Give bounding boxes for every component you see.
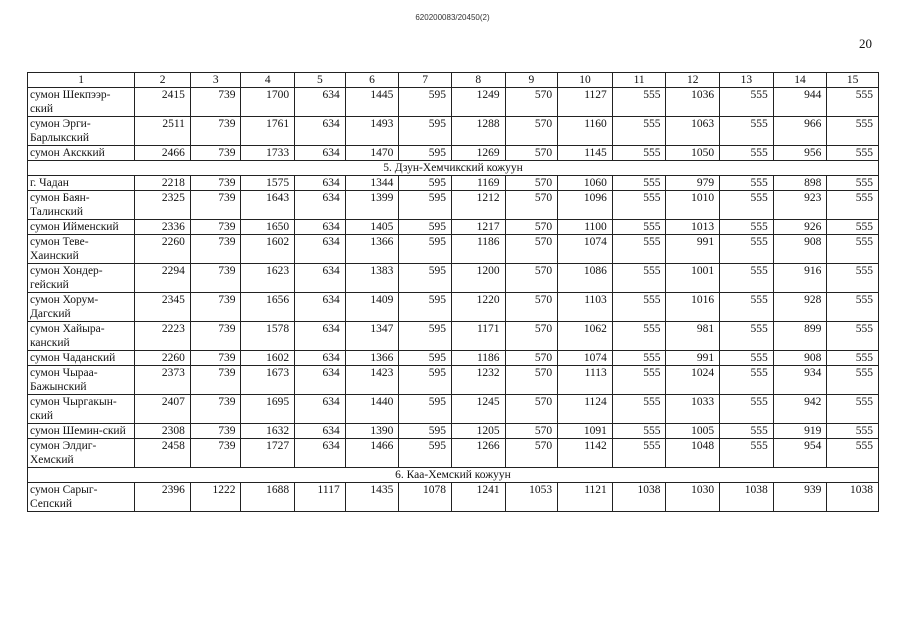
table-cell: 1036 xyxy=(666,88,720,117)
table-cell: 570 xyxy=(505,191,558,220)
table-cell: 1063 xyxy=(666,117,720,146)
table-cell: 595 xyxy=(399,351,452,366)
row-label: сумон Ийменский xyxy=(28,220,135,235)
table-cell: 898 xyxy=(773,176,827,191)
table-row xyxy=(28,366,879,395)
table-cell: 1212 xyxy=(451,191,505,220)
table-cell: 570 xyxy=(505,146,558,161)
table-cell: 1623 xyxy=(241,264,295,293)
column-header: 7 xyxy=(399,73,452,88)
table-cell: 555 xyxy=(720,146,774,161)
table-row xyxy=(28,88,879,117)
table-cell: 555 xyxy=(612,176,666,191)
column-header: 1 xyxy=(28,73,135,88)
table-cell: 1445 xyxy=(345,88,399,117)
table-cell: 1440 xyxy=(345,395,399,424)
table-cell: 555 xyxy=(612,424,666,439)
table-cell: 555 xyxy=(612,235,666,264)
row-label: сумон Теве-Хаинский xyxy=(28,235,135,264)
table-cell: 1409 xyxy=(345,293,399,322)
table-cell: 1053 xyxy=(505,483,558,512)
table-cell: 634 xyxy=(295,264,346,293)
table-cell: 595 xyxy=(399,176,452,191)
table-row xyxy=(28,351,879,366)
table-row xyxy=(28,146,879,161)
table-cell: 1695 xyxy=(241,395,295,424)
table-cell: 570 xyxy=(505,439,558,468)
table-cell: 1024 xyxy=(666,366,720,395)
table-cell: 555 xyxy=(612,322,666,351)
table-cell: 1074 xyxy=(558,351,613,366)
table-cell: 555 xyxy=(720,322,774,351)
table-cell: 1366 xyxy=(345,351,399,366)
table-cell: 2458 xyxy=(135,439,191,468)
table-cell: 570 xyxy=(505,235,558,264)
table-cell: 2218 xyxy=(135,176,191,191)
table-cell: 954 xyxy=(773,439,827,468)
table-cell: 1100 xyxy=(558,220,613,235)
table-row xyxy=(28,439,879,468)
row-label: сумон Хайыра-канский xyxy=(28,322,135,351)
document-id: 620200083/20450(2) xyxy=(415,13,490,22)
table-cell: 979 xyxy=(666,176,720,191)
table-cell: 1650 xyxy=(241,220,295,235)
table-cell: 1016 xyxy=(666,293,720,322)
table-cell: 555 xyxy=(720,220,774,235)
table-cell: 634 xyxy=(295,351,346,366)
table-cell: 2396 xyxy=(135,483,191,512)
table-cell: 555 xyxy=(827,146,879,161)
table-cell: 634 xyxy=(295,395,346,424)
table-cell: 634 xyxy=(295,146,346,161)
table-cell: 595 xyxy=(399,439,452,468)
table-cell: 555 xyxy=(827,439,879,468)
column-header: 6 xyxy=(345,73,399,88)
table-cell: 1405 xyxy=(345,220,399,235)
table-cell: 570 xyxy=(505,264,558,293)
table-cell: 555 xyxy=(827,322,879,351)
table-cell: 939 xyxy=(773,483,827,512)
table-cell: 570 xyxy=(505,395,558,424)
table-cell: 2308 xyxy=(135,424,191,439)
table-cell: 595 xyxy=(399,88,452,117)
column-header: 10 xyxy=(558,73,613,88)
table-cell: 1399 xyxy=(345,191,399,220)
table-cell: 555 xyxy=(720,395,774,424)
table-cell: 1074 xyxy=(558,235,613,264)
page-number: 20 xyxy=(859,36,872,51)
table-cell: 1038 xyxy=(612,483,666,512)
table-cell: 570 xyxy=(505,351,558,366)
table-cell: 1048 xyxy=(666,439,720,468)
table-cell: 739 xyxy=(190,395,241,424)
table-cell: 1241 xyxy=(451,483,505,512)
table-cell: 928 xyxy=(773,293,827,322)
table-cell: 2294 xyxy=(135,264,191,293)
table-cell: 1121 xyxy=(558,483,613,512)
table-cell: 595 xyxy=(399,322,452,351)
table-cell: 555 xyxy=(827,293,879,322)
table-cell: 555 xyxy=(612,351,666,366)
row-label: сумон Эрги-Барлыкский xyxy=(28,117,135,146)
section-title: 5. Дзун-Хемчикский кожуун xyxy=(28,161,879,176)
table-cell: 555 xyxy=(612,88,666,117)
table-cell: 1656 xyxy=(241,293,295,322)
table-cell: 1249 xyxy=(451,88,505,117)
table-cell: 570 xyxy=(505,424,558,439)
column-header: 9 xyxy=(505,73,558,88)
table-cell: 1761 xyxy=(241,117,295,146)
table-row xyxy=(28,483,879,512)
table-cell: 634 xyxy=(295,293,346,322)
column-header: 11 xyxy=(612,73,666,88)
table-cell: 739 xyxy=(190,235,241,264)
table-cell: 595 xyxy=(399,117,452,146)
table-cell: 1200 xyxy=(451,264,505,293)
table-cell: 2466 xyxy=(135,146,191,161)
table-cell: 966 xyxy=(773,117,827,146)
column-header: 12 xyxy=(666,73,720,88)
table-cell: 1266 xyxy=(451,439,505,468)
table-cell: 1186 xyxy=(451,235,505,264)
table-cell: 1470 xyxy=(345,146,399,161)
table-cell: 570 xyxy=(505,293,558,322)
table-cell: 1062 xyxy=(558,322,613,351)
table-cell: 555 xyxy=(827,220,879,235)
section-row xyxy=(28,468,879,483)
table-cell: 1086 xyxy=(558,264,613,293)
table-cell: 1091 xyxy=(558,424,613,439)
table-cell: 1232 xyxy=(451,366,505,395)
table-cell: 555 xyxy=(612,146,666,161)
row-label: сумон Чыргакын-ский xyxy=(28,395,135,424)
table-cell: 555 xyxy=(827,264,879,293)
table-cell: 2373 xyxy=(135,366,191,395)
table-cell: 1435 xyxy=(345,483,399,512)
row-label: сумон Элдиг-Хемский xyxy=(28,439,135,468)
table-cell: 555 xyxy=(612,117,666,146)
table-cell: 1733 xyxy=(241,146,295,161)
table-cell: 1205 xyxy=(451,424,505,439)
table-cell: 595 xyxy=(399,424,452,439)
table-cell: 634 xyxy=(295,191,346,220)
table-cell: 1423 xyxy=(345,366,399,395)
table-cell: 570 xyxy=(505,176,558,191)
data-table xyxy=(27,72,879,512)
table-cell: 555 xyxy=(720,88,774,117)
table-cell: 1113 xyxy=(558,366,613,395)
table-cell: 555 xyxy=(827,176,879,191)
table-cell: 1038 xyxy=(720,483,774,512)
table-cell: 1390 xyxy=(345,424,399,439)
table-cell: 1347 xyxy=(345,322,399,351)
table-cell: 1643 xyxy=(241,191,295,220)
table-cell: 555 xyxy=(720,191,774,220)
table-cell: 739 xyxy=(190,264,241,293)
row-label: сумон Баян-Талинский xyxy=(28,191,135,220)
table-cell: 1145 xyxy=(558,146,613,161)
column-header: 15 xyxy=(827,73,879,88)
table-cell: 555 xyxy=(720,366,774,395)
row-label: сумон Чыраа-Бажынский xyxy=(28,366,135,395)
column-header: 14 xyxy=(773,73,827,88)
table-cell: 634 xyxy=(295,117,346,146)
table-cell: 1050 xyxy=(666,146,720,161)
table-cell: 1127 xyxy=(558,88,613,117)
table-cell: 555 xyxy=(720,351,774,366)
table-cell: 739 xyxy=(190,351,241,366)
table-cell: 555 xyxy=(612,264,666,293)
table-cell: 570 xyxy=(505,220,558,235)
table-cell: 555 xyxy=(720,439,774,468)
table-cell: 1269 xyxy=(451,146,505,161)
table-cell: 1013 xyxy=(666,220,720,235)
table-cell: 944 xyxy=(773,88,827,117)
table-cell: 555 xyxy=(827,424,879,439)
table-row xyxy=(28,264,879,293)
column-header: 3 xyxy=(190,73,241,88)
table-cell: 739 xyxy=(190,293,241,322)
table-cell: 2325 xyxy=(135,191,191,220)
column-header: 2 xyxy=(135,73,191,88)
table-cell: 2407 xyxy=(135,395,191,424)
section-row xyxy=(28,161,879,176)
table-cell: 919 xyxy=(773,424,827,439)
table-cell: 555 xyxy=(827,366,879,395)
table-cell: 595 xyxy=(399,146,452,161)
table-cell: 1033 xyxy=(666,395,720,424)
table-cell: 1103 xyxy=(558,293,613,322)
table-cell: 1493 xyxy=(345,117,399,146)
table-cell: 1673 xyxy=(241,366,295,395)
table-cell: 1010 xyxy=(666,191,720,220)
table-cell: 1217 xyxy=(451,220,505,235)
table-cell: 916 xyxy=(773,264,827,293)
table-cell: 1169 xyxy=(451,176,505,191)
table-cell: 991 xyxy=(666,351,720,366)
column-header: 13 xyxy=(720,73,774,88)
table-cell: 1030 xyxy=(666,483,720,512)
table-cell: 1383 xyxy=(345,264,399,293)
table-cell: 1288 xyxy=(451,117,505,146)
column-header: 5 xyxy=(295,73,346,88)
table-cell: 2511 xyxy=(135,117,191,146)
table-cell: 634 xyxy=(295,424,346,439)
table-cell: 2223 xyxy=(135,322,191,351)
table-cell: 634 xyxy=(295,366,346,395)
table-cell: 634 xyxy=(295,176,346,191)
table-cell: 739 xyxy=(190,88,241,117)
table-cell: 1575 xyxy=(241,176,295,191)
table-cell: 739 xyxy=(190,424,241,439)
table-cell: 908 xyxy=(773,351,827,366)
table-cell: 555 xyxy=(720,424,774,439)
table-cell: 1727 xyxy=(241,439,295,468)
table-cell: 1222 xyxy=(190,483,241,512)
table-cell: 555 xyxy=(827,117,879,146)
row-label: сумон Шемин-ский xyxy=(28,424,135,439)
table-cell: 1688 xyxy=(241,483,295,512)
row-label: сумон Шекпээр-ский xyxy=(28,88,135,117)
table-cell: 595 xyxy=(399,235,452,264)
table-cell: 634 xyxy=(295,322,346,351)
table-cell: 1602 xyxy=(241,235,295,264)
table-cell: 942 xyxy=(773,395,827,424)
table-cell: 555 xyxy=(612,191,666,220)
table-cell: 923 xyxy=(773,191,827,220)
table-row xyxy=(28,395,879,424)
table-cell: 991 xyxy=(666,235,720,264)
table-cell: 1245 xyxy=(451,395,505,424)
table-cell: 1124 xyxy=(558,395,613,424)
table-cell: 739 xyxy=(190,220,241,235)
table-cell: 739 xyxy=(190,366,241,395)
table-cell: 1096 xyxy=(558,191,613,220)
table-cell: 634 xyxy=(295,439,346,468)
table-row xyxy=(28,117,879,146)
table-cell: 899 xyxy=(773,322,827,351)
table-cell: 1466 xyxy=(345,439,399,468)
row-label: г. Чадан xyxy=(28,176,135,191)
section-title: 6. Каа-Хемский кожуун xyxy=(28,468,879,483)
table-cell: 555 xyxy=(720,264,774,293)
table-cell: 595 xyxy=(399,264,452,293)
table-cell: 1005 xyxy=(666,424,720,439)
table-cell: 1186 xyxy=(451,351,505,366)
table-cell: 555 xyxy=(827,351,879,366)
table-cell: 2345 xyxy=(135,293,191,322)
table-cell: 634 xyxy=(295,220,346,235)
row-label: сумон Аксккий xyxy=(28,146,135,161)
table-row xyxy=(28,322,879,351)
table-cell: 555 xyxy=(612,220,666,235)
row-label: сумон Хондер-гейский xyxy=(28,264,135,293)
table-cell: 2336 xyxy=(135,220,191,235)
table-row xyxy=(28,235,879,264)
table-cell: 570 xyxy=(505,322,558,351)
row-label: сумон Хорум-Дагский xyxy=(28,293,135,322)
table-cell: 555 xyxy=(827,395,879,424)
table-cell: 739 xyxy=(190,117,241,146)
table-cell: 739 xyxy=(190,322,241,351)
table-cell: 1602 xyxy=(241,351,295,366)
table-cell: 555 xyxy=(612,366,666,395)
table-cell: 739 xyxy=(190,439,241,468)
table-cell: 1578 xyxy=(241,322,295,351)
table-cell: 956 xyxy=(773,146,827,161)
table-row xyxy=(28,176,879,191)
table-cell: 2415 xyxy=(135,88,191,117)
column-header: 4 xyxy=(241,73,295,88)
table-cell: 555 xyxy=(720,293,774,322)
table-cell: 1060 xyxy=(558,176,613,191)
table-cell: 555 xyxy=(612,293,666,322)
table-cell: 570 xyxy=(505,117,558,146)
table-cell: 1171 xyxy=(451,322,505,351)
table-cell: 595 xyxy=(399,293,452,322)
row-label: сумон Чаданский xyxy=(28,351,135,366)
table-cell: 1344 xyxy=(345,176,399,191)
table-row xyxy=(28,191,879,220)
table-cell: 1160 xyxy=(558,117,613,146)
table-cell: 1078 xyxy=(399,483,452,512)
table-cell: 570 xyxy=(505,366,558,395)
table-cell: 634 xyxy=(295,235,346,264)
table-cell: 595 xyxy=(399,395,452,424)
table-cell: 1632 xyxy=(241,424,295,439)
column-header: 8 xyxy=(451,73,505,88)
table-cell: 555 xyxy=(827,235,879,264)
table-cell: 555 xyxy=(612,395,666,424)
table-cell: 926 xyxy=(773,220,827,235)
table-cell: 1366 xyxy=(345,235,399,264)
table-cell: 908 xyxy=(773,235,827,264)
table-cell: 739 xyxy=(190,176,241,191)
table-cell: 981 xyxy=(666,322,720,351)
table-cell: 934 xyxy=(773,366,827,395)
table-cell: 555 xyxy=(612,439,666,468)
table-cell: 570 xyxy=(505,88,558,117)
table-row xyxy=(28,424,879,439)
table-cell: 2260 xyxy=(135,351,191,366)
header-row xyxy=(28,73,879,88)
row-label: сумон Сарыг-Сепский xyxy=(28,483,135,512)
table-cell: 555 xyxy=(827,191,879,220)
table-cell: 739 xyxy=(190,191,241,220)
table-cell: 555 xyxy=(827,88,879,117)
table-cell: 634 xyxy=(295,88,346,117)
table-cell: 1117 xyxy=(295,483,346,512)
table-row xyxy=(28,293,879,322)
table-cell: 739 xyxy=(190,146,241,161)
table-row xyxy=(28,220,879,235)
table-cell: 1220 xyxy=(451,293,505,322)
table-cell: 1700 xyxy=(241,88,295,117)
table-cell: 555 xyxy=(720,235,774,264)
table-cell: 1001 xyxy=(666,264,720,293)
table-cell: 1142 xyxy=(558,439,613,468)
table-cell: 555 xyxy=(720,176,774,191)
table-cell: 595 xyxy=(399,220,452,235)
table-cell: 1038 xyxy=(827,483,879,512)
table-cell: 595 xyxy=(399,191,452,220)
table-cell: 555 xyxy=(720,117,774,146)
table-cell: 2260 xyxy=(135,235,191,264)
table-cell: 595 xyxy=(399,366,452,395)
